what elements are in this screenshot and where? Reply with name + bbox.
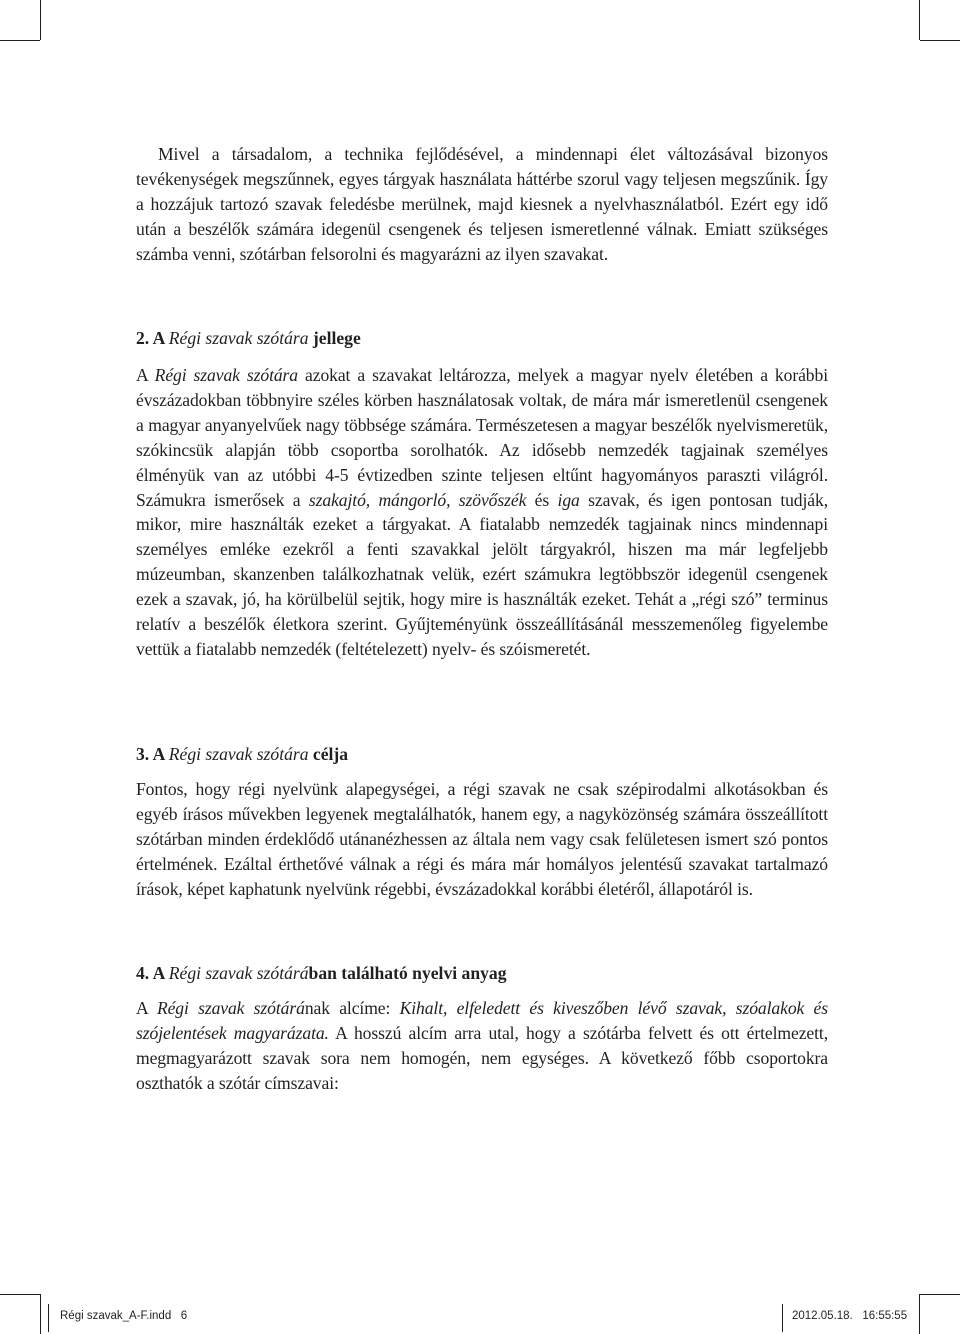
section-3-heading-rest: célja (308, 744, 349, 764)
s2-text-b: azokat a szavakat leltározza, melyek a magyar nyelv életében a korábbi évszázadokban többnyire széles körben használatosak voltak, de mára már ismeretlenül csengenek a magyar anyanyelvűek nagy többsége számára. Természetesen a magyar beszélők nyelvismeretük, szókincsük alapján több csoportba sorolhatók. Az idősebb nemzedék tagjainak személyes élményük van az utóbbi 4-5 évtizedben szinte teljesen eltűnt hagyományos paraszti világról. Számukra ismerősek a (136, 365, 828, 510)
section-2-heading-title: Régi szavak szótára (168, 328, 309, 348)
section-3-heading (136, 742, 348, 766)
section-2-heading (136, 326, 361, 350)
section-2-paragraph (136, 363, 828, 662)
section-4-heading-num: 4. A (136, 963, 169, 983)
s4-subtitle: Kihalt, elfeledett és kiveszőben lévő szavak, szóalakok és szójelentések magyarázata. (136, 998, 828, 1043)
crop-mark-bottom-left-h (0, 1294, 40, 1295)
slug-timestamp: 2012.05.18. 16:55:55 (792, 1310, 908, 1322)
s2-words-1: szakajtó, mángorló, szövőszék (308, 489, 527, 510)
section-4-block (136, 996, 828, 1096)
crop-mark-top-left-h (0, 40, 40, 41)
section-3-block (136, 777, 828, 902)
crop-mark-bottom-right-h (920, 1294, 960, 1295)
section-2-block (136, 363, 828, 662)
section-2-heading-rest: jellege (308, 328, 361, 348)
crop-mark-bottom-left (40, 1294, 41, 1334)
slug-file-name: Régi szavak_A-F.indd 6 (60, 1310, 188, 1322)
slug-divider-right (782, 1304, 783, 1332)
section-3-paragraph: Fontos, hogy régi nyelvünk alapegységei, a régi szavak ne csak szépirodalmi alkotásokban és egyéb írásos művekben legyenek megtalálhatók, hanem egy, a nagyközönség számára összeállított szótárban minden érdeklődő utánanézhessen az általa nem vagy csak felületesen ismert szó pontos értelmének. Ezáltal érthetővé válnak a régi és mára már homályos jelentésű szavakat tartalmazó írások, képet kaphatunk nyelvünk régebbi, évszázadokkal korábbi életéről, állapotáról is. (136, 779, 828, 899)
s2-text-a: A (136, 365, 155, 385)
crop-mark-bottom-right (919, 1294, 920, 1334)
slug-divider-left (48, 1304, 49, 1332)
section-3-heading-title: Régi szavak szótára (168, 744, 309, 764)
crop-mark-top-right (919, 0, 920, 40)
s4-text-c: A hosszú alcím arra utal, hogy a szótárba felvett és ott értelmezett, megmagyarázott szavak sora nem homogén, nem egységes. A következő főbb csoportokra oszthatók a szótár címszavai: (136, 1022, 829, 1093)
intro-paragraph: Mivel a társadalom, a technika fejlődésével, a mindennapi élet változásával bizonyos tevékenységek megszűnnek, egyes tárgyak használata háttérbe szorul vagy teljesen megszűnik. Így a hozzájuk tartozó szavak feledésbe merülnek, majd kiesnek a nyelvhasználatból. Ezért egy idő után a beszélők számára idegenül csengenek és teljesen ismeretlenné válnak. Emiatt szükséges számba venni, szótárban felsorolni és magyarázni az ilyen szavakat. (136, 144, 828, 264)
intro-block (136, 142, 828, 267)
s4-text-b: nak alcíme: (304, 998, 400, 1018)
section-4-heading (136, 961, 507, 985)
section-4-heading-rest: ban található nyelvi anyag (308, 963, 507, 983)
s2-words-2: iga (557, 489, 580, 510)
s4-title: Régi szavak szótárá (156, 998, 305, 1018)
crop-mark-top-right-h (920, 40, 960, 41)
section-2-heading-num: 2. A (136, 328, 169, 348)
s2-title: Régi szavak szótára (154, 365, 298, 385)
section-4-paragraph (136, 996, 828, 1096)
s2-text-d: szavak, és igen pontosan tudják, mikor, mire használták ezeket a tárgyakat. A fiatalabb nemzedék tagjainak nincs mindennapi személyes emléke ezekről a fenti szavakkal jelölt tárgyakról, hiszen ma már legfeljebb múzeumban, skanzenben találkozhatnak velük, ezért számukra legtöbbször idegenül csengenek ezek a szavak, jó, ha körülbelül sejtik, hogy mire is használták ezeket. Tehát a „régi szó” terminus relatív a beszélők életkora szerint. Gyűjteményünk összeállításánál messzemenőleg figyelembe vettük a fiatalabb nemzedék (feltételezett) nyelv- és szóismeretét. (136, 489, 829, 659)
s2-text-c: és (526, 489, 558, 510)
section-3-heading-num: 3. A (136, 744, 169, 764)
crop-mark-top-left (40, 0, 41, 40)
section-4-heading-title: Régi szavak szótárá (168, 963, 309, 983)
s4-text-a: A (136, 998, 157, 1018)
